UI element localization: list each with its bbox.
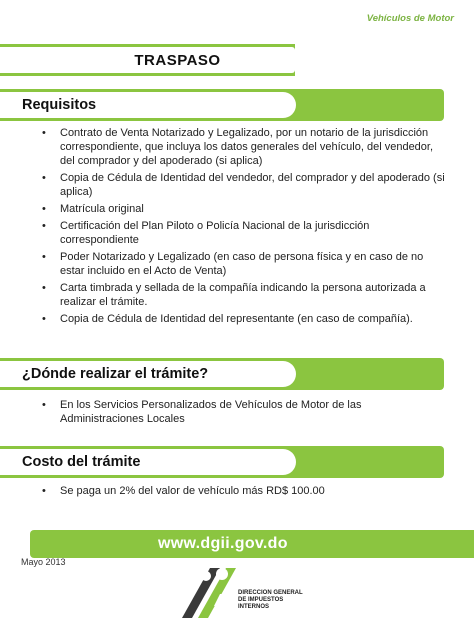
costo-section-bar <box>0 446 444 478</box>
bullet-icon: • <box>42 172 46 184</box>
list-item <box>40 171 446 199</box>
list-item-text: Se paga un 2% del valor de vehículo más RD$ 100.00 <box>60 485 325 497</box>
list-item <box>40 312 446 326</box>
list-item-text: Contrato de Venta Notarizado y Legalizado, por un notario de la jurisdicción correspondiente, que incluya los datos generales del vehículo, del vendedor, del comprador y del apoderado (si aplica) <box>60 127 434 167</box>
requisitos-section-bar <box>0 89 444 121</box>
page-title: TRASPASO <box>134 51 221 69</box>
donde-heading: ¿Dónde realizar el trámite? <box>22 366 209 382</box>
list-item-text: Poder Notarizado y Legalizado (en caso de persona física y en caso de no estar incluido en el Acto de Venta) <box>60 251 424 277</box>
bullet-icon: • <box>42 485 46 497</box>
requisitos-heading-panel <box>0 92 296 118</box>
bullet-icon: • <box>42 282 46 294</box>
requisitos-heading: Requisitos <box>22 97 97 113</box>
donde-list <box>40 398 446 429</box>
list-item-text: En los Servicios Personalizados de Vehículos de Motor de las Administraciones Locales <box>60 399 362 425</box>
costo-heading: Costo del trámite <box>22 454 141 470</box>
list-item <box>40 250 446 278</box>
bullet-icon: • <box>42 399 46 411</box>
bullet-icon: • <box>42 313 46 325</box>
dgii-logo-icon <box>180 562 238 620</box>
list-item <box>40 202 446 216</box>
list-item <box>40 281 446 309</box>
bullet-icon: • <box>42 203 46 215</box>
list-item-text: Matrícula original <box>60 203 144 215</box>
website-link[interactable]: www.dgii.gov.do <box>158 535 288 552</box>
costo-list <box>40 484 446 501</box>
website-banner <box>30 530 474 558</box>
list-item <box>40 219 446 247</box>
title-panel <box>0 47 295 73</box>
logo-text: DIRECCION GENERAL DE IMPUESTOS INTERNOS <box>238 590 303 610</box>
publication-date: Mayo 2013 <box>21 557 66 567</box>
bullet-icon: • <box>42 251 46 263</box>
title-banner <box>0 44 295 76</box>
list-item-text: Copia de Cédula de Identidad del representante (en caso de compañía). <box>60 313 413 325</box>
list-item-text: Certificación del Plan Piloto o Policía Nacional de la jurisdicción correspondiente <box>60 220 370 246</box>
donde-section-bar <box>0 358 444 390</box>
list-item <box>40 398 446 426</box>
bullet-icon: • <box>42 220 46 232</box>
requisitos-list <box>40 126 446 329</box>
dgii-logo <box>180 562 310 620</box>
list-item <box>40 484 446 498</box>
bullet-icon: • <box>42 127 46 139</box>
donde-heading-panel <box>0 361 296 387</box>
list-item-text: Carta timbrada y sellada de la compañía indicando la persona autorizada a realizar el trámite. <box>60 282 426 308</box>
category-label: Vehículos de Motor <box>366 13 454 24</box>
list-item-text: Copia de Cédula de Identidad del vendedor, del comprador y del apoderado (si aplica) <box>60 172 445 198</box>
costo-heading-panel <box>0 449 296 475</box>
list-item <box>40 126 446 168</box>
